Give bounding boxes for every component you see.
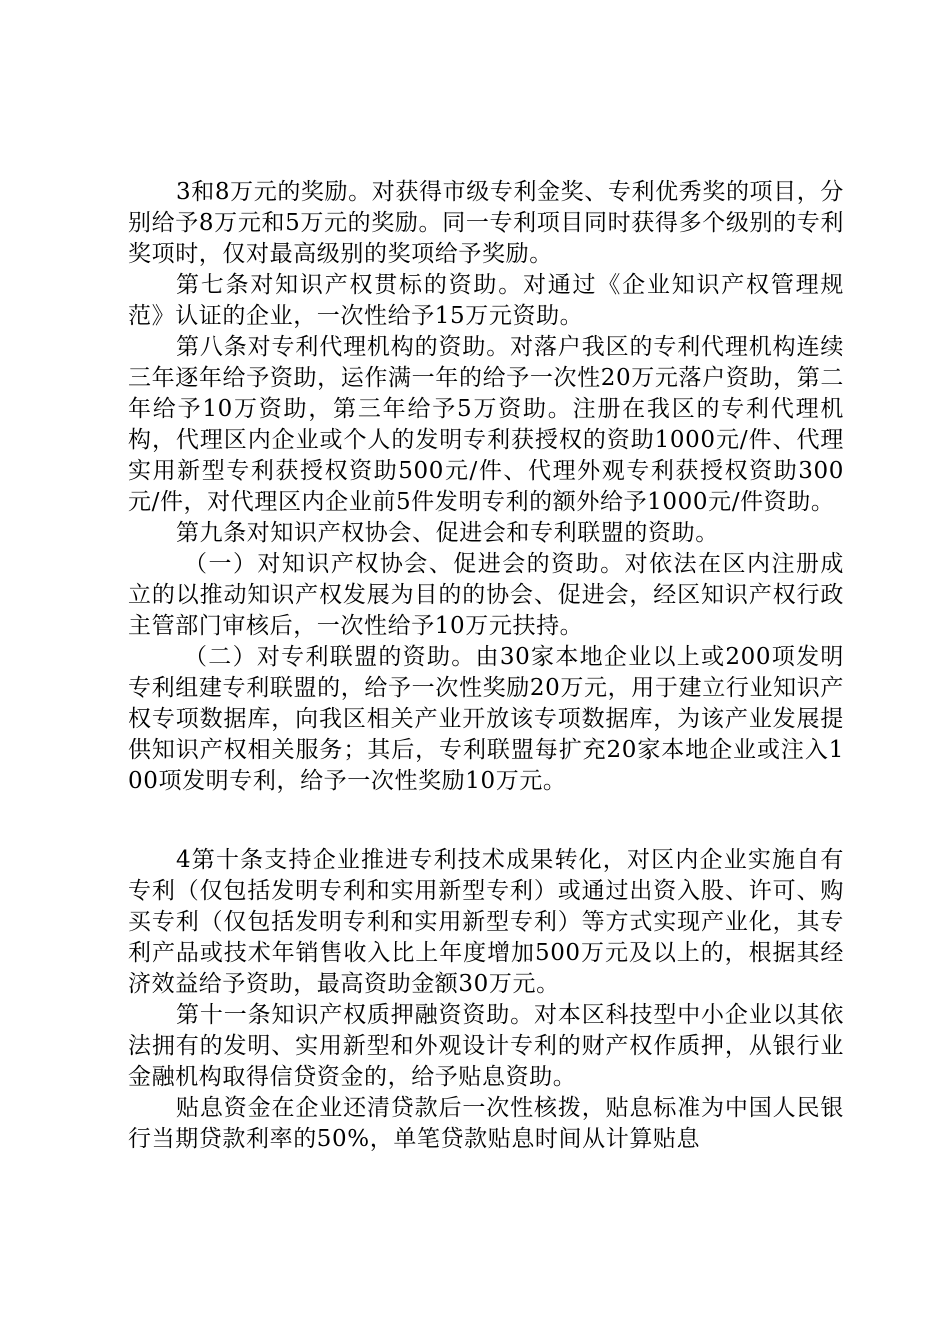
paragraph-article-10: 4第十条支持企业推进专利技术成果转化，对区内企业实施自有专利（仅包括发明专利和实用新型专利）或通过出资入股、许可、购买专利（仅包括发明专利和实用新型专利）等方式实现产业化，其专利产品或技术年销售收入比上年度增加500万元及以上的，根据其经济效益给予资助，最高资助金额30万元。: [128, 847, 844, 997]
text-section-upper: [128, 177, 844, 797]
paragraph-article-9-item-2: （二）对专利联盟的资助。由30家本地企业以上或200项发明专利组建专利联盟的，给予一次性奖励20万元，用于建立行业知识产权专项数据库，向我区相关产业开放该专项数据库，为该产业发展提供知识产权相关服务；其后，专利联盟每扩充20家本地企业或注入100项发明专利，给予一次性奖励10万元。: [128, 644, 844, 794]
paragraph-article-9-item-1: （一）对知识产权协会、促进会的资助。对依法在区内注册成立的以推动知识产权发展为目的的协会、促进会，经区知识产权行政主管部门审核后，一次性给予10万元扶持。: [128, 551, 844, 639]
paragraph-article-11: 第十一条知识产权质押融资资助。对本区科技型中小企业以其依法拥有的发明、实用新型和外观设计专利的财产权作质押，从银行业金融机构取得信贷资金的，给予贴息资助。: [128, 1002, 844, 1090]
paragraph-award-continuation: 3和8万元的奖励。对获得市级专利金奖、专利优秀奖的项目，分别给予8万元和5万元的奖励。同一专利项目同时获得多个级别的专利奖项时，仅对最高级别的奖项给予奖励。: [128, 179, 844, 267]
text-section-lower: [128, 845, 844, 1155]
paragraph-article-8: 第八条对专利代理机构的资助。对落户我区的专利代理机构连续三年逐年给予资助，运作满一年的给予一次性20万元落户资助，第二年给予10万资助，第三年给予5万资助。注册在我区的专利代理机构，代理区内企业或个人的发明专利获授权的资助1000元/件、代理实用新型专利获授权资助500元/件、代理外观专利获授权资助300元/件，对代理区内企业前5件发明专利的额外给予1000元/件资助。: [128, 334, 844, 515]
paragraph-article-9: 第九条对知识产权协会、促进会和专利联盟的资助。: [176, 520, 719, 546]
paragraph-interest-subsidy: 贴息资金在企业还清贷款后一次性核拨，贴息标准为中国人民银行当期贷款利率的50%，单笔贷款贴息时间从计算贴息: [128, 1095, 844, 1152]
paragraph-article-7: 第七条对知识产权贯标的资助。对通过《企业知识产权管理规范》认证的企业，一次性给予15万元资助。: [128, 272, 844, 329]
